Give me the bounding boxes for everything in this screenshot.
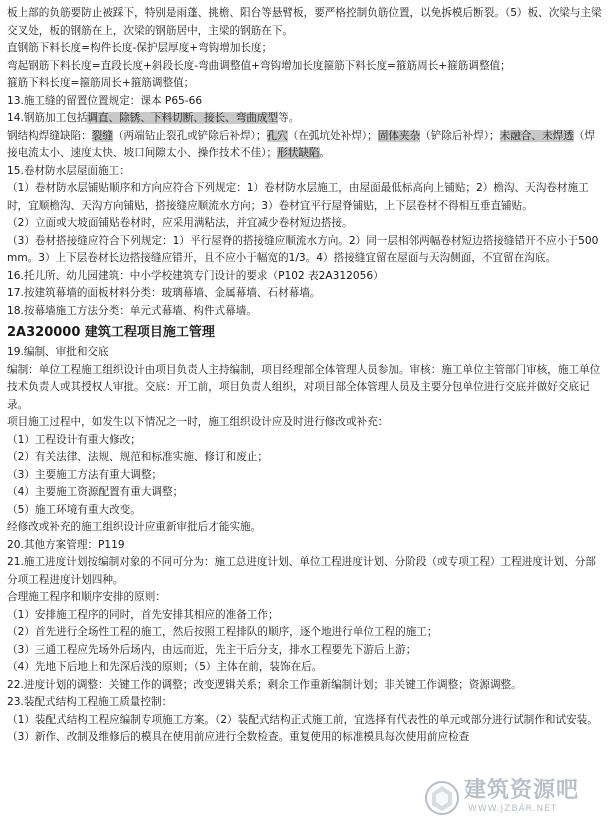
paragraph: （1）装配式结构工程应编制专项施工方案。（2）装配式结构正式施工前，宜选择有代表性的单元或部分进行试制作和试安装。（3）新作、改制及维修后的模具在使用前应进行全数检查。重复使用的标准模具每次使用前应检查 bbox=[7, 713, 598, 743]
watermark bbox=[424, 778, 604, 818]
item-23: 23.装配式结构工程施工质量控制： bbox=[7, 696, 173, 708]
highlighted-text: 未融合、未焊透 bbox=[499, 129, 574, 142]
text-run: （两端钻止裂孔或铲除后补焊）； bbox=[112, 129, 267, 142]
highlighted-text: 固体夹杂 bbox=[377, 129, 421, 142]
item-20: 20.其他方案管理：P119 bbox=[7, 538, 125, 551]
paragraph: 箍筋下料长度=箍筋周长+箍筋调整值； bbox=[7, 77, 195, 89]
item-17: 17.按建筑幕墙的面板材料分类：玻璃幕墙、金属幕墙、石材幕墙。 bbox=[7, 287, 321, 299]
text-run: 。 bbox=[319, 147, 331, 159]
highlighted-text: 裂缝 bbox=[91, 129, 113, 142]
item-16: 16.托儿所、幼儿园建筑：中小学校建筑专门设计的要求（P102 表2A312056） bbox=[7, 269, 384, 282]
list-item: （4）主要施工资源配置有重大调整； bbox=[7, 486, 184, 498]
paragraph: （1）卷材防水层铺贴顺序和方向应符合下列规定：1）卷材防水层施工，由屋面最低标高向上铺贴；2）檐沟、天沟卷材施工时，宜顺檐沟、天沟方向铺贴，搭接缝应顺流水方向；3）卷材宜平行屋脊铺贴，上下层卷材不得相互垂直铺贴。 bbox=[7, 182, 589, 212]
list-item: （3）主要施工方法有重大调整； bbox=[7, 468, 163, 481]
item-22: 22.进度计划的调整：关键工作的调整；改变逻辑关系；剩余工作重新编制计划；非关键工作调整；资源调整。 bbox=[7, 678, 522, 691]
weld-defects-paragraph bbox=[7, 128, 605, 163]
text-run: （铲除后补焊）； bbox=[420, 129, 500, 142]
paragraph: 直钢筋下料长度=构件长度-保护层厚度+弯钩增加长度； bbox=[7, 42, 273, 54]
paragraph: 经修改或补充的施工组织设计应重新审批后才能实施。 bbox=[7, 521, 262, 533]
item-19: 19.编制、审批和交底 bbox=[7, 346, 109, 358]
section-heading: 2A320000 建筑工程项目施工管理 bbox=[7, 325, 215, 340]
item-13: 13.施工缝的留置位置规定：课本 P65-66 bbox=[7, 94, 203, 107]
text-run: 14.钢筋加工包括 bbox=[7, 112, 88, 124]
paragraph: 项目施工过程中，如发生以下情况之一时，施工组织设计应及时进行修改或补充： bbox=[7, 416, 389, 428]
list-item: （4）先地下后地上和先深后浅的原则；（5）主体在前，装饰在后。 bbox=[7, 661, 323, 673]
watermark-logo-icon bbox=[424, 780, 460, 816]
text-run: （焊接电流太小、速度太快、坡口间隙太小、操作技术不佳）； bbox=[7, 129, 595, 159]
paragraph: （3）卷材搭接缝应符合下列规定：1）平行屋脊的搭接缝应顺流水方向。2）同一层相邻两幅卷材短边搭接缝错开不应小于500mm。3）上下层卷材长边搭接缝应错开，且不应小于幅宽的1/3。4）搭接缝宜留在屋面与天沟侧面，不宜留在沟底。 bbox=[7, 234, 599, 264]
watermark-url: WWW.JZBAR.NET bbox=[468, 804, 558, 814]
paragraph: 合理施工程序和顺序安排的原则： bbox=[7, 591, 166, 603]
highlighted-text: 形状缺陷 bbox=[277, 147, 320, 159]
highlighted-text: 孔穴 bbox=[266, 129, 288, 142]
text-run: （在弧坑处补焊）； bbox=[287, 129, 378, 142]
watermark-title: 建筑资源吧 bbox=[464, 778, 580, 803]
item-18: 18.按幕墙施工方法分类：单元式幕墙、构件式幕墙。 bbox=[7, 304, 257, 317]
list-item: （1）安排施工程序的同时，首先安排其相应的准备工作； bbox=[7, 608, 279, 621]
paragraph: 弯起钢筋下料长度=直段长度+斜段长度-弯曲调整值+弯钩增加长度箍筋下料长度=箍筋周长+箍筋调整值； bbox=[7, 59, 511, 72]
list-item: （5）施工环境有重大改变。 bbox=[7, 503, 141, 516]
item-21: 21.施工进度计划按编制对象的不同可分为：施工总进度计划、单位工程进度计划、分阶段（或专项工程）工程进度计划、分部分项工程进度计划四种。 bbox=[7, 556, 596, 586]
item-14 bbox=[7, 110, 605, 128]
paragraph: 板上部的负筋要防止被踩下，特别是雨蓬、挑檐、阳台等悬臂板，要严格控制负筋位置，以免拆模后断裂。（5）板、次梁与主梁交叉处，板的钢筋在上，次梁的钢筋居中，主梁的钢筋在下。 bbox=[7, 7, 602, 37]
list-item: （2）有关法律、法规、规范和标准实施、修订和废止； bbox=[7, 451, 268, 463]
list-item: （3）三通工程应先场外后场内，由远而近，先主干后分支，排水工程要先下游后上游； bbox=[7, 643, 417, 656]
paragraph: （2）立面或大坡面铺贴卷材时，应采用满粘法，并宜减少卷材短边搭接。 bbox=[7, 217, 353, 229]
item-15: 15.卷材防水层屋面施工： bbox=[7, 164, 130, 177]
text-run: 钢结构焊缝缺陷： bbox=[7, 129, 92, 142]
paragraph: 编制：单位工程施工组织设计由项目负责人主持编制，项目经理部全体管理人员参加。审核：施工单位主管部门审核，施工单位技术负责人或其授权人审批。交底：开工前，项目负责人组织，对项目部全体管理人员及主要分包单位进行交底并做好交底记录。 bbox=[7, 363, 601, 411]
highlighted-text: 调直、除锈、下料切断、接长、弯曲成型 bbox=[87, 112, 279, 124]
text-run: 等。 bbox=[278, 112, 300, 124]
list-item: （1）工程设计有重大修改； bbox=[7, 433, 141, 446]
list-item: （2）首先进行全场性工程的施工，然后按照工程排队的顺序，逐个地进行单位工程的施工； bbox=[7, 626, 438, 638]
document-page bbox=[7, 5, 605, 747]
